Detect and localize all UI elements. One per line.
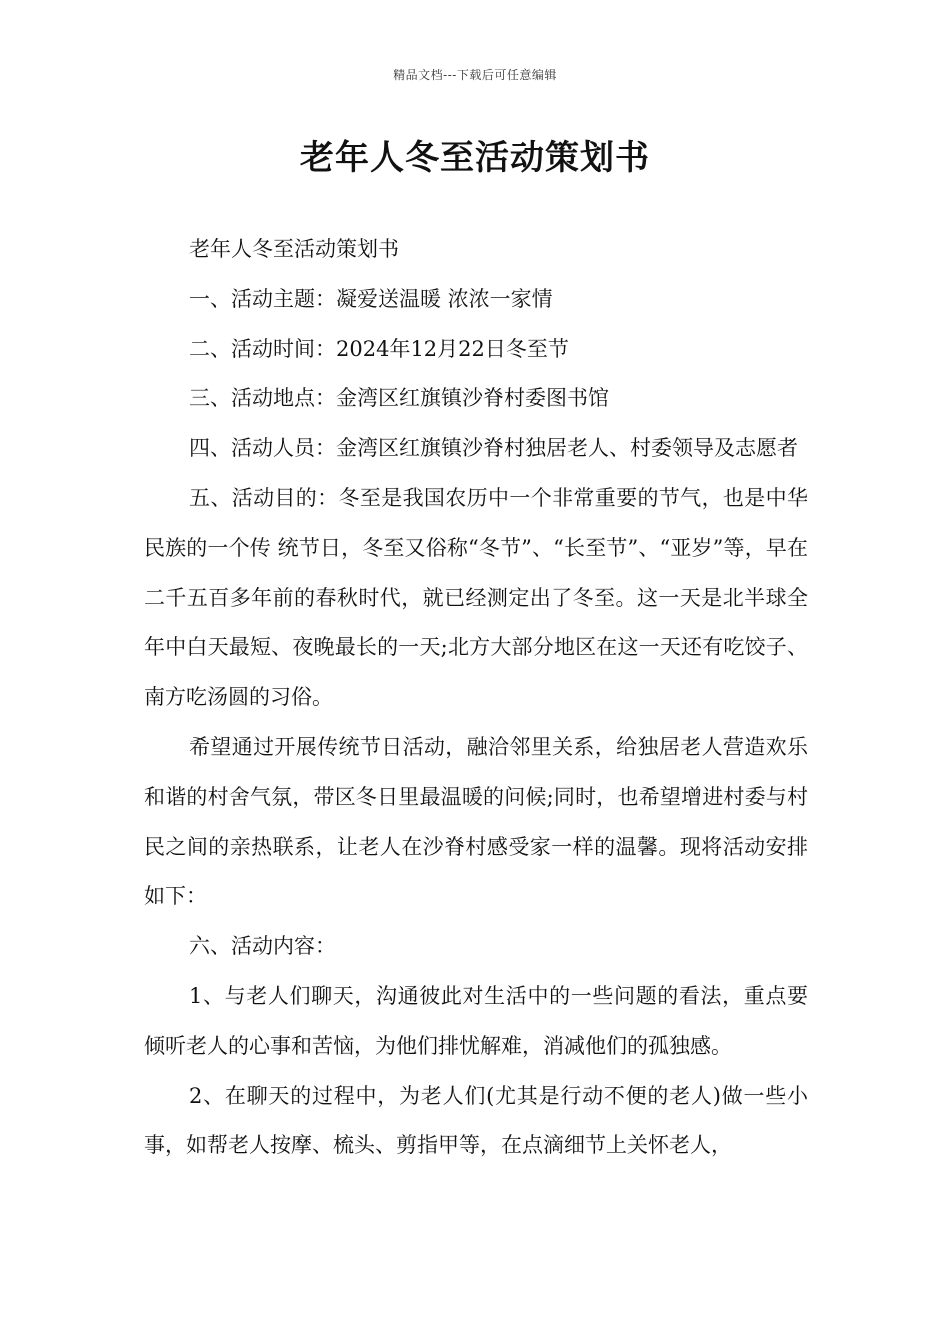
paragraph-time: 二、活动时间：2024年12月22日冬至节 — [189, 336, 569, 361]
paragraph-theme: 一、活动主题：凝爱送温暖 浓浓一家情 — [189, 286, 553, 311]
paragraph-content-heading: 六、活动内容： — [189, 934, 336, 959]
paragraph-hope: 希望通过开展传统节日活动，融洽邻里关系，给独居老人营造欢乐和谐的村舍气氛，带区冬日里最温暖的问候;同时，也希望增进村委与村民之间的亲热联系，让老人在沙脊村感受家一样的温馨。现将活动安排如下： — [144, 734, 808, 909]
paragraph-participants: 四、活动人员：金湾区红旗镇沙脊村独居老人、村委领导及志愿者 — [189, 436, 798, 461]
document-title: 老年人冬至活动策划书 — [300, 138, 650, 178]
paragraph-subtitle: 老年人冬至活动策划书 — [189, 237, 399, 261]
paragraph-location: 三、活动地点：金湾区红旗镇沙脊村委图书馆 — [189, 386, 609, 411]
paragraph-item-2: 2、在聊天的过程中，为老人们(尤其是行动不便的老人)做一些小事，如帮老人按摩、梳头、剪指甲等，在点滴细节上关怀老人， — [144, 1083, 808, 1158]
document-body — [144, 225, 808, 1171]
paragraph-purpose: 五、活动目的：冬至是我国农历中一个非常重要的节气，也是中华民族的一个传 统节日，冬至又俗称“冬节”、“长至节”、“亚岁”等，早在二千五百多年前的春秋时代，就已经测定出了冬至。这一天是北半球全年中白天最短、夜晚最长的一天;北方大部分地区在这一天还有吃饺子、南方吃汤圆的习俗。 — [144, 485, 808, 710]
paragraph-item-1: 1、与老人们聊天，沟通彼此对生活中的一些问题的看法，重点要倾听老人的心事和苦恼，为他们排忧解难，消减他们的孤独感。 — [144, 983, 808, 1058]
page-header: 精品文档---下载后可任意编辑 — [393, 68, 557, 82]
